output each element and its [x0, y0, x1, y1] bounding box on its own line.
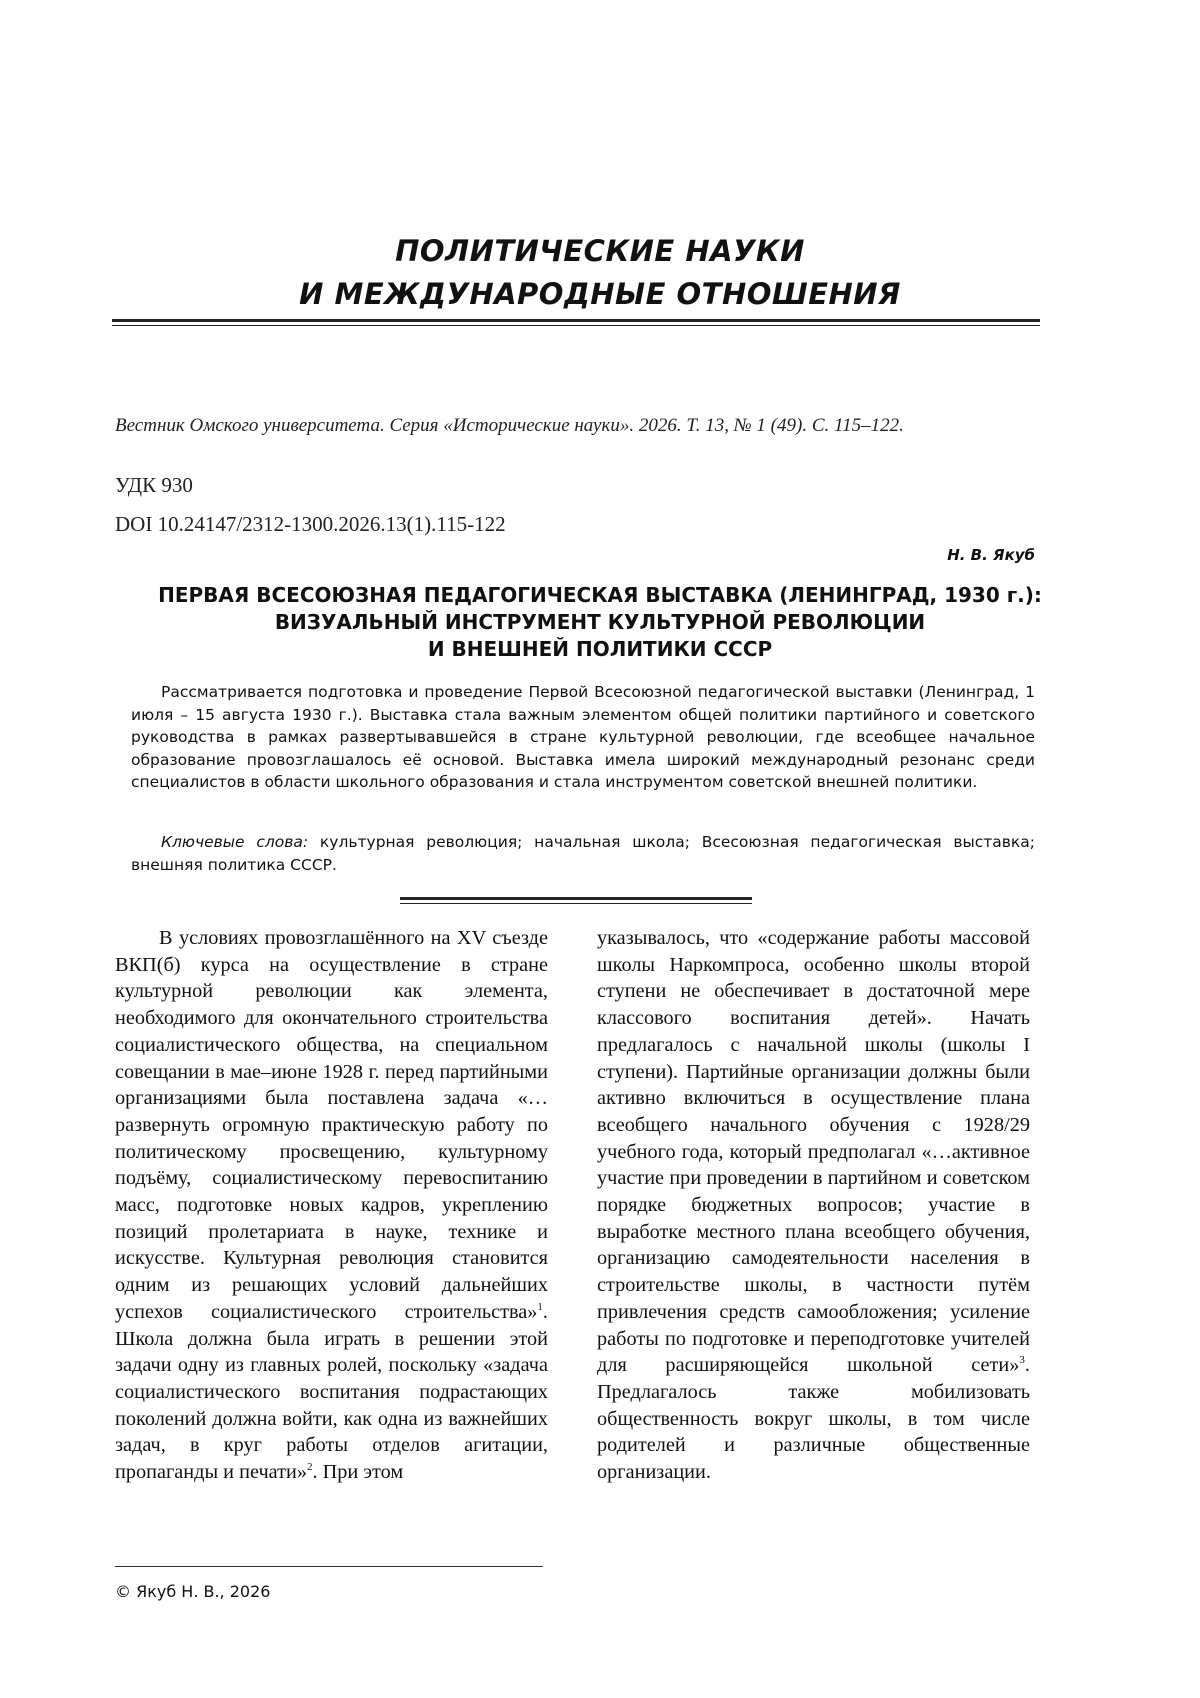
doi: DOI 10.24147/2312-1300.2026.13(1).115-122 — [115, 512, 506, 536]
footnote-ref-1[interactable]: 1 — [537, 1301, 543, 1314]
section-title-line1: ПОЛИТИЧЕСКИЕ НАУКИ — [395, 234, 805, 268]
keywords — [131, 831, 1035, 876]
footnote-ref-2[interactable]: 2 — [307, 1461, 313, 1474]
copyright: © Якуб Н. В., 2026 — [115, 1582, 271, 1601]
body-right-text-1: указывалось, что «содержание работы массовой школы Наркомпроса, особенно школы второй ступени не обеспечивает в достаточной мере классового воспитания детей». Начать предлагалось с начальной школы (школы I ступени). Партийные организации должны были активно включиться в осуществление плана всеобщего начального обучения с 1928/29 учебного года, который предполагал «…активное участие при проведении в партийном и советском порядке бюджетных вопросов; участие в выработке местного плана всеобщего обучения, организацию самодеятельности населения в строительстве школы, в частности путём привлечения средств самообложения; усиление работы по подготовке и переподготовке учителей для расширяющейся школьной сети» — [597, 927, 1030, 1377]
article-title-line2: ВИЗУАЛЬНЫЙ ИНСТРУМЕНТ КУЛЬТУРНОЙ РЕВОЛЮЦИИ — [274, 610, 926, 634]
article-title-line1: ПЕРВАЯ ВСЕСОЮЗНАЯ ПЕДАГОГИЧЕСКАЯ ВЫСТАВКА (ЛЕНИНГРАД, 1930 г.): — [158, 583, 1042, 607]
journal-citation: Вестник Омского университета. Серия «Исторические науки». 2026. Т. 13, № 1 (49). С. 115–122. — [115, 415, 904, 436]
section-divider — [112, 319, 1040, 326]
section-title-line2: И МЕЖДУНАРОДНЫЕ ОТНОШЕНИЯ — [299, 277, 901, 311]
article-title-line3: И ВНЕШНЕЙ ПОЛИТИКИ СССР — [427, 637, 773, 661]
body-left-text-1: В условиях провозглашённого на XV съезде ВКП(б) курса на осуществление в стране культурной революции как элемента, необходимого для окончательного строительства социалистического общества, на специальном совещании в мае–июне 1928 г. перед партийными организациями была поставлена задача «…развернуть огромную практическую работу по политическому просвещению, культурному подъёму, социалистическому перевоспитанию масс, подготовке новых кадров, укреплению позиций пролетариата в науке, технике и искусстве. Культурная революция становится одним из решающих условий дальнейших успехов социалистического строительства» — [115, 927, 548, 1323]
body-left-column — [115, 925, 548, 1486]
keywords-text: культурная революция; начальная школа; Всесоюзная педагогическая выставка; внешняя политика СССР. — [131, 833, 1035, 874]
abstract-divider — [400, 897, 752, 904]
article-title — [0, 582, 1200, 663]
body-right-column — [597, 925, 1030, 1486]
article-author: Н. В. Якуб — [947, 546, 1035, 564]
body-left-text-2: . Школа должна была играть в решении этой задачи одну из главных ролей, поскольку «задача социалистического воспитания подрастающих поколений должна войти, как одна из важнейших задач, в круг работы отделов агитации, пропаганды и печати» — [115, 1300, 548, 1484]
body-right-text-2: . Предлагалось также мобилизовать общественность вокруг школы, в том числе родителей и различные общественные организации. — [597, 1354, 1030, 1484]
footnote-divider — [115, 1566, 543, 1567]
udc-code: УДК 930 — [115, 473, 193, 497]
body-left-text-3: . При этом — [312, 1461, 404, 1484]
keywords-label: Ключевые слова: — [161, 833, 309, 851]
footnote-ref-3[interactable]: 3 — [1019, 1354, 1025, 1367]
abstract: Рассматривается подготовка и проведение Первой Всесоюзной педагогической выставки (Ленинград, 1 июля – 15 августа 1930 г.). Выставка стала важным элементом общей политики партийного и советского руководства в рамках развертывавшейся в стране культурной революции, где всеобщее начальное образование провозглашалось её основой. Выставка имела широкий международный резонанс среди специалистов в области школьного образования и стала инструментом советской внешней политики. — [131, 683, 1035, 791]
